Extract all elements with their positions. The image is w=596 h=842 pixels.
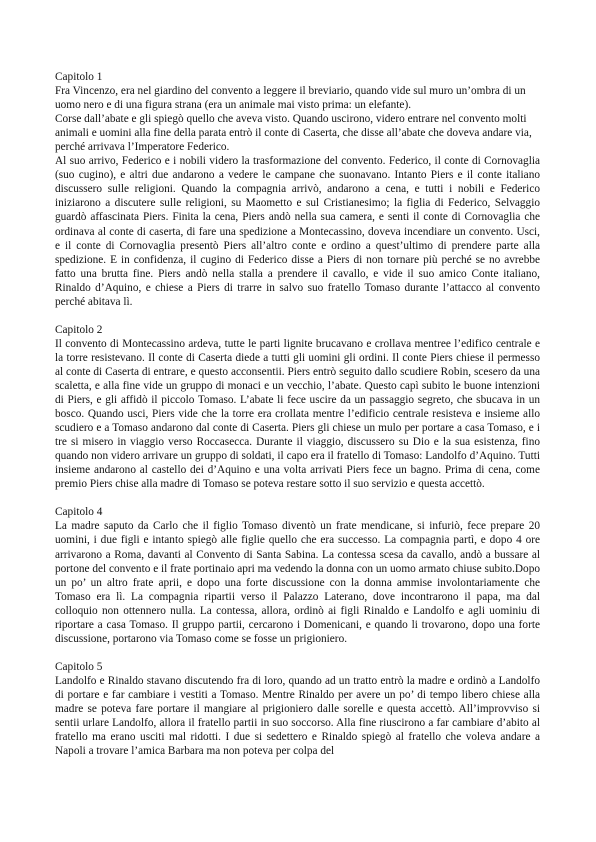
paragraph: Fra Vincenzo, era nel giardino del convento a leggere il breviario, quando vide sul muro un’ombra di un uomo nero e di una figura strana (era un animale mai visto prima: un elefante).: [55, 85, 526, 112]
paragraph: Corse dall’abate e gli spiegò quello che aveva visto. Quando uscirono, videro entrare nel convento molti animali e uomini alla fine della parata entrò il conte di Caserta, che disse all’abate che doveva andare via, perché arrivava l’Imperatore Federico.: [55, 113, 532, 154]
chapter-5: [55, 660, 540, 758]
chapter-4: [55, 505, 540, 645]
paragraph: Il convento di Montecassino ardeva, tutte le parti lignite brucavano e crollava mentree l’edifico centrale e la torre resistevano. Il conte di Caserta diede a tutti gli uomini gli ordini. Il conte Piers chiese il permesso al conte di Caserta di entrare, e questo acconsentii. Piers entrò seguito dallo scudiere Robin, scesero da una scaletta, e alla fine vide un gruppo di monaci e un vecchio, l’abate. Questo capì subito le buone intenzioni di Piers, e gli affidò il piccolo Tomaso. L’abate li fece uscire da un passaggio segreto, che sbucava in un bosco. Quando usci, Piers vide che la torre era crollata mentre l’edificio centrale resisteva e insieme allo scudiero e a Tomaso andarono dal conte di Caserta. Piers gli chiese un mulo per portare a casa Tomaso, e i tre si misero in viaggio verso Roccasecca. Durante il viaggio, discussero su Dio e la sua esistenza, fino quando non videro arrivare un gruppo di soldati, il capo era il fratello di Tomaso: Landolfo d’Aquino. Tutti insieme andarono al castello dei d’Aquino e una volta arrivati Piers fece un bagno. Prima di cena, come premio Piers chise alla madre di Tomaso se poteva restare sotto il suo servizio e questa accettò.: [55, 337, 540, 491]
document-page: [55, 70, 540, 772]
chapter-title: Capitolo 1: [55, 71, 103, 83]
chapter-2: [55, 323, 540, 492]
chapter-1: [55, 70, 540, 309]
paragraph: La madre saputo da Carlo che il figlio Tomaso diventò un frate mendicane, si infuriò, fece prepare 20 uomini, i due figli e intanto spiegò alle figlie quello che era successo. La compagnia partì, e dopo 4 ore arrivarono a Roma, davanti al Convento di Santa Sabina. La contessa scesa da cavallo, andò a bussare al portone del convento e il frate portinaio apri ma vedendo la donna con un uomo armato chiuse subito.Dopo un po’ un altro frate aprii, e dopo una forte discussione con la donna ammise involontariamente che Tomaso era lì. La compagnia ripartii verso il Palazzo Laterano, dove incontrarono il papa, ma dal colloquio non ottennero nulla. La contessa, allora, ordinò ai figli Rinaldo e Landolfo e agli uominiu di riportare a casa Tomaso. Il gruppo partii, cercarono i Domenicani, e quando li trovarono, dopo una forte discussione, portarono via Tomaso come se fosse un prigioniero.: [55, 520, 541, 645]
chapter-title: Capitolo 2: [55, 323, 103, 336]
paragraph: Al suo arrivo, Federico e i nobili videro la trasformazione del convento. Federico, il conte di Cornovaglia (suo cugino), e altri due andarono a vedere le campane che suonavano. Intanto Piers e il conte italiano discussero sulle religioni. Quando la compagnia arrivò, andarono a cena, e tutti i nobili e Federico iniziarono a discutere sulle religioni, su Maometto e sul Cristianesimo; la figlia di Federico, Selvaggio guardò affascinata Piers. Finita la cena, Piers andò nella sua camera, e senti il conte di Cornovaglia che ordinava al conte di caserta, di fare una spedizione a Montecassino, doveva incendiare un convento. Usci, e il conte di Cornovaglia presentò Piers all’altro conte e ordino a quest’ultimo di prendere parte alla spedizione. E in confidenza, il cugino di Federico disse a Piers di non tornare più perché se no avrebbe fatto una brutta fine. Piers andò nella stalla a prendere il cavallo, e vide il suo amico Conte italiano, Rinaldo d’Aquino, e chiese a Piers di trarre in salvo suo fratello Tomaso durante l’attacco al convento perché abitava lì.: [55, 155, 540, 308]
paragraph: Landolfo e Rinaldo stavano discutendo fra di loro, quando ad un tratto entrò la madre e ordinò a Landolfo di portare e far cambiare i vestiti a Tomaso. Mentre Rinaldo per avere un po’ di tempo libero chiese alla madre se poteva fare portare il mangiare al prigioniero dalle sorelle e questa accettò. All’improvviso si sentii urlare Landolfo, allora il fratello partii in suo soccorso. Alla fine riuscirono a far cambiare d’abito al fratello ma erano usciti mal ridotti. I due si sedettero e Rinaldo spiegò al fratello che voleva andare a Napoli a trovare l’amica Barbara ma non poteva per colpa del: [55, 674, 540, 758]
chapter-title: Capitolo 5: [55, 660, 103, 673]
chapter-title: Capitolo 4: [55, 506, 103, 519]
